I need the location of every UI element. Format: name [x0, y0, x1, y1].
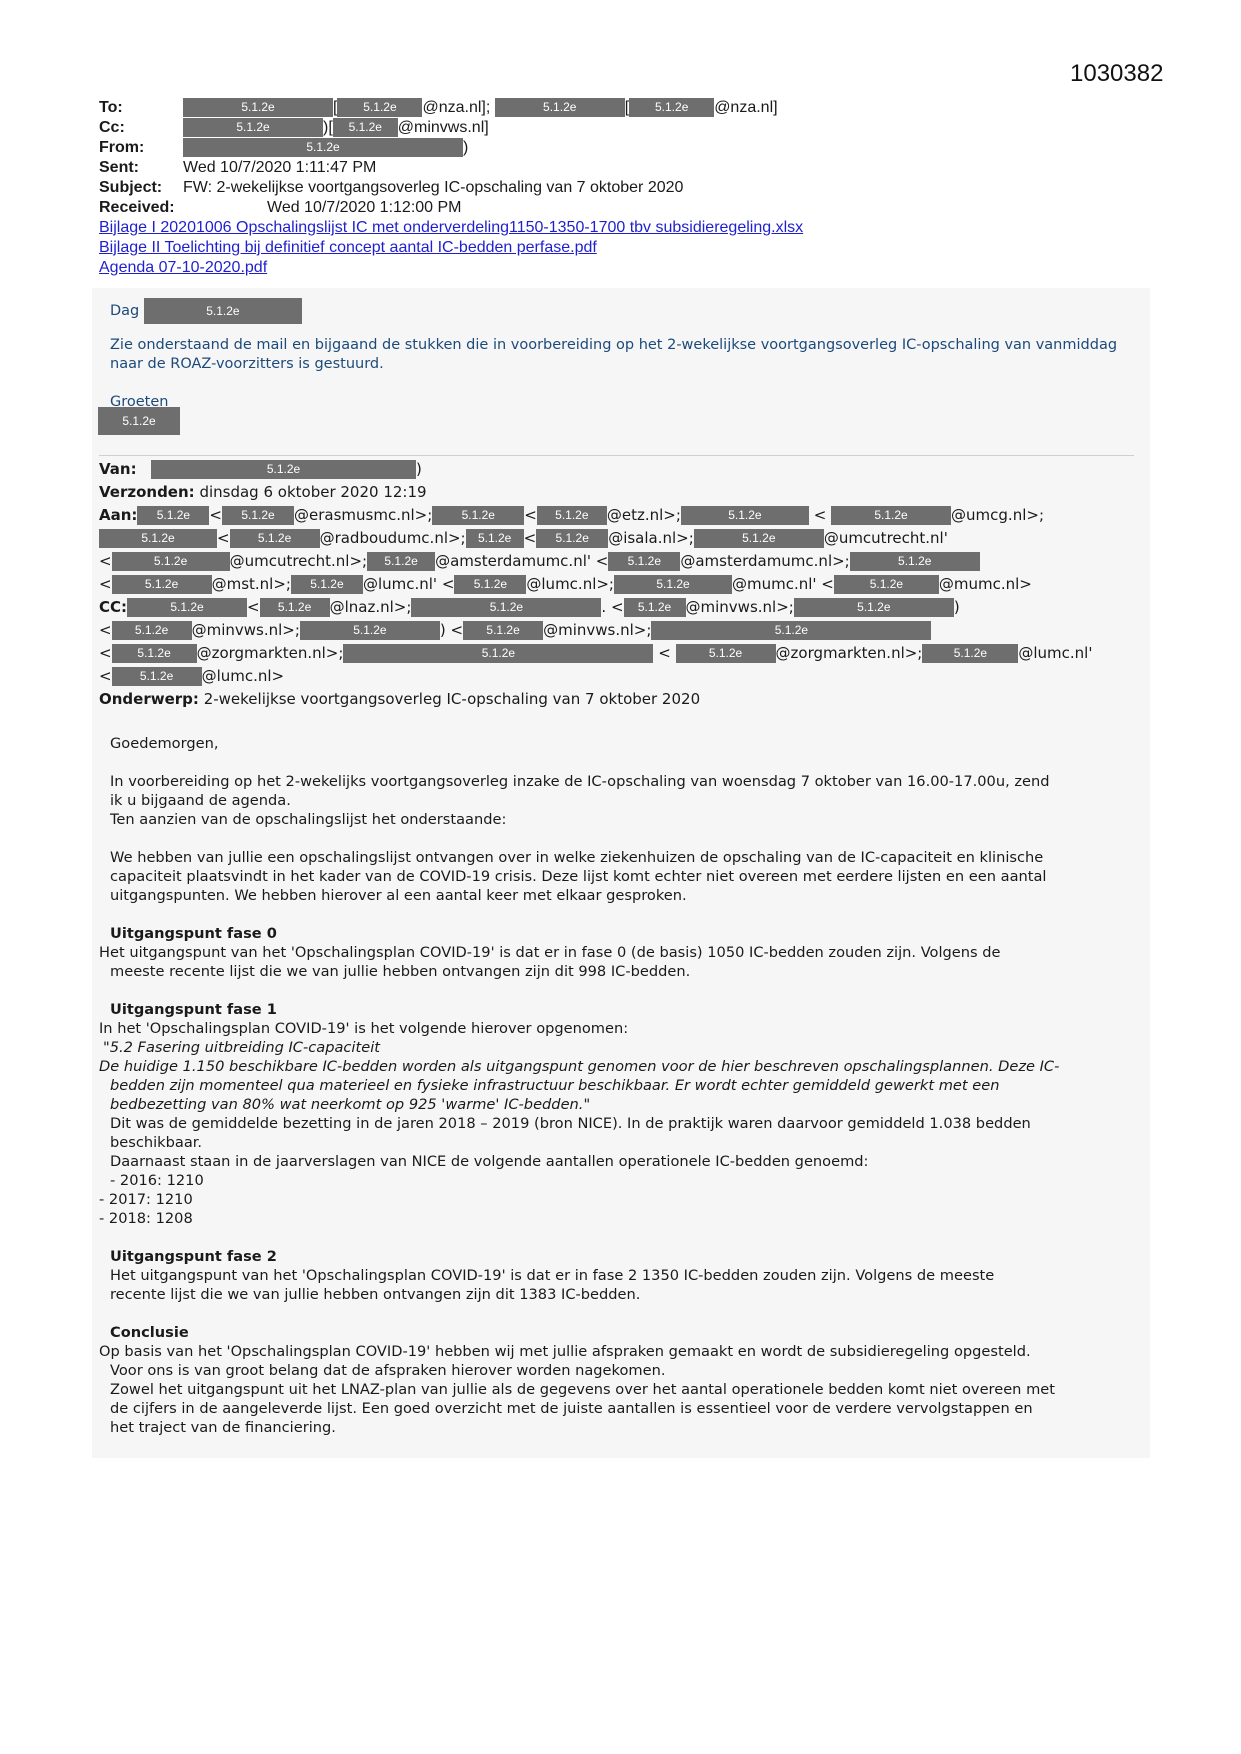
separator — [99, 455, 1134, 456]
subject-label: Subject: — [99, 179, 163, 196]
redaction: 5.1.2e — [333, 118, 398, 137]
redaction: 5.1.2e — [183, 98, 333, 117]
addr-text: @mumc.nl> — [938, 575, 1032, 593]
redaction: 5.1.2e — [463, 621, 543, 640]
list-item: - 2017: 1210 — [99, 1191, 193, 1208]
received-label: Received: — [99, 199, 175, 216]
verzonden-row — [99, 481, 1144, 504]
body-line: Het uitgangspunt van het 'Opschalingsplan COVID-19' is dat er in fase 0 (de basis) 1050 IC-bedden zouden zijn. Volgens de — [99, 944, 1001, 961]
message-body — [99, 734, 1139, 1437]
redaction: 5.1.2e — [834, 575, 939, 594]
forward-note — [110, 298, 1130, 435]
redaction: 5.1.2e — [922, 644, 1018, 663]
redaction: 5.1.2e — [112, 621, 192, 640]
redaction: 5.1.2e — [629, 98, 714, 117]
redaction: 5.1.2e — [794, 598, 954, 617]
redaction: 5.1.2e — [411, 598, 601, 617]
from-row — [99, 138, 1149, 158]
redaction: 5.1.2e — [98, 407, 180, 435]
addr-text: @lnaz.nl>; — [329, 598, 412, 616]
section-heading: Uitgangspunt fase 1 — [110, 1001, 277, 1018]
received-row — [99, 198, 1149, 218]
addr-text: @amsterdamumc.nl' < — [435, 552, 609, 570]
body-line: uitgangspunten. We hebben hierover al een aantal keer met elkaar gesproken. — [110, 887, 687, 904]
addr-text: @isala.nl>; — [608, 529, 694, 547]
cc-row-1 — [99, 596, 1144, 619]
from-label: From: — [99, 139, 145, 156]
addr-text: ) < — [439, 621, 464, 639]
redaction: 5.1.2e — [651, 621, 931, 640]
addr-text: @lumc.nl> — [201, 667, 285, 685]
cc-row — [99, 118, 1149, 138]
subject-row — [99, 178, 1149, 198]
addr-text: @umcutrecht.nl' — [823, 529, 948, 547]
cc-row-3 — [99, 642, 1144, 665]
addr-text: < — [524, 506, 537, 524]
onderwerp-value: 2-wekelijkse voortgangsoverleg IC-opschaling van 7 oktober 2020 — [203, 690, 701, 708]
attachment-link-2[interactable]: Bijlage II Toelichting bij definitief concept aantal IC-bedden perfase.pdf — [99, 239, 597, 256]
addr-text: @minvws.nl>; — [685, 598, 794, 616]
aan-row-3 — [99, 550, 1144, 573]
addr-text: @lumc.nl' — [1018, 644, 1093, 662]
addr-text: @lumc.nl>; — [526, 575, 614, 593]
addr-text: ) — [953, 598, 960, 616]
addr-text: < — [247, 598, 260, 616]
redaction: 5.1.2e — [614, 575, 732, 594]
verzonden-value: dinsdag 6 oktober 2020 12:19 — [199, 483, 427, 501]
body-line: het traject van de financiering. — [110, 1419, 336, 1436]
redaction: 5.1.2e — [850, 552, 980, 571]
redaction: 5.1.2e — [536, 529, 608, 548]
redaction: 5.1.2e — [222, 506, 294, 525]
redaction: 5.1.2e — [112, 552, 230, 571]
quote-line: "5.2 Fasering uitbreiding IC-capaciteit — [103, 1039, 380, 1056]
addr-text: @umcutrecht.nl>; — [229, 552, 368, 570]
body-line: Dit was de gemiddelde bezetting in de jaren 2018 – 2019 (bron NICE). In de praktijk waren daarvoor gemiddeld 1.038 bedden — [110, 1115, 1031, 1132]
redaction: 5.1.2e — [337, 98, 422, 117]
redaction: 5.1.2e — [99, 529, 217, 548]
addr-text: @mst.nl>; — [211, 575, 291, 593]
quote-line: bedbezetting van 80% wat neerkomt op 925 'warme' IC-bedden." — [110, 1096, 591, 1113]
aan-label: Aan: — [99, 506, 138, 524]
addr-text: < — [523, 529, 537, 547]
addr-text: @mumc.nl' < — [732, 575, 834, 593]
redaction: 5.1.2e — [608, 552, 680, 571]
addr-text: < — [99, 621, 112, 639]
addr-text: @amsterdamumc.nl>; — [680, 552, 850, 570]
section-heading: Conclusie — [110, 1324, 189, 1341]
addr-text: < — [99, 575, 112, 593]
to-text: [ — [624, 99, 630, 116]
redaction: 5.1.2e — [183, 118, 323, 137]
attachment-link-1[interactable]: Bijlage I 20201006 Opschalingslijst IC met onderverdeling1150-1350-1700 tbv subsidieregeling.xlsx — [99, 219, 804, 236]
addr-text: @zorgmarkten.nl>; — [196, 644, 344, 662]
redaction: 5.1.2e — [300, 621, 440, 640]
cc-text: @minvws.nl] — [397, 119, 489, 136]
aan-row-4 — [99, 573, 1144, 596]
cc-label: Cc: — [99, 119, 125, 136]
quote-line: bedden zijn momenteel qua materieel en fysieke infrastructuur beschikbaar. Er wordt echter gemiddeld gewerkt met een — [110, 1077, 1000, 1094]
body-line: In voorbereiding op het 2-wekelijks voortgangsoverleg inzake de IC-opschaling van woensdag 7 oktober van 16.00-17.00u, zend — [110, 773, 1050, 790]
addr-text: @etz.nl>; — [606, 506, 681, 524]
to-text: @nza.nl]; — [422, 99, 491, 116]
body-line: capaciteit plaatsvindt in het kader van de COVID-19 crisis. Deze lijst komt echter niet overeen met eerdere lijsten en een aantal — [110, 868, 1047, 885]
sent-row — [99, 158, 1149, 178]
redaction: 5.1.2e — [343, 644, 653, 663]
greeting-row — [110, 298, 1130, 324]
body-line: meeste recente lijst die we van jullie hebben ontvangen zijn dit 998 IC-bedden. — [110, 963, 691, 980]
to-row — [99, 98, 1149, 118]
received-value: Wed 10/7/2020 1:12:00 PM — [267, 199, 462, 216]
email-header — [99, 98, 1149, 278]
redaction: 5.1.2e — [183, 138, 463, 157]
redaction: 5.1.2e — [151, 460, 416, 479]
body-line: We hebben van jullie een opschalingslijst ontvangen over in welke ziekenhuizen de opschaling van de IC-capaciteit en klinische — [110, 849, 1044, 866]
van-text: ) — [416, 460, 422, 478]
subject-value: FW: 2-wekelijkse voortgangsoverleg IC-opschaling van 7 oktober 2020 — [183, 179, 684, 196]
list-item: - 2018: 1208 — [99, 1210, 193, 1227]
cc-text: )[ — [323, 119, 333, 136]
addr-text: < — [99, 552, 112, 570]
sent-value: Wed 10/7/2020 1:11:47 PM — [183, 159, 377, 176]
addr-text: < — [217, 529, 230, 547]
closing: Groeten — [110, 394, 169, 407]
to-text: @nza.nl] — [714, 99, 778, 116]
addr-text: . < — [601, 598, 624, 616]
redaction: 5.1.2e — [112, 667, 202, 686]
redaction: 5.1.2e — [367, 552, 435, 571]
document-id: 1030382 — [1070, 60, 1164, 87]
van-label: Van: — [99, 460, 137, 478]
redaction: 5.1.2e — [466, 529, 524, 548]
forward-text: Zie onderstaand de mail en bijgaand de stukken die in voorbereiding op het 2-wekelijkse voortgangsoverleg IC-opschaling van vanmiddag naar de ROAZ-voorzitters is gestuurd. — [110, 337, 1118, 372]
body-line: de cijfers in de aangeleverde lijst. Een goed overzicht met de juiste aantallen is essentieel voor de verdere vervolgstappen en — [110, 1400, 1033, 1417]
aan-row-1 — [99, 504, 1144, 527]
redaction: 5.1.2e — [831, 506, 951, 525]
redaction: 5.1.2e — [112, 575, 212, 594]
addr-text: @erasmusmc.nl>; — [294, 506, 433, 524]
redaction: 5.1.2e — [495, 98, 625, 117]
redaction: 5.1.2e — [454, 575, 526, 594]
to-label: To: — [99, 99, 123, 116]
section-heading: Uitgangspunt fase 0 — [110, 925, 277, 942]
addr-text: < — [658, 644, 671, 662]
redaction: 5.1.2e — [694, 529, 824, 548]
redaction: 5.1.2e — [676, 644, 776, 663]
verzonden-label: Verzonden: — [99, 483, 195, 501]
redaction: 5.1.2e — [291, 575, 363, 594]
from-text: ) — [463, 139, 469, 156]
cc-row-4 — [99, 665, 1144, 688]
body-line: Voor ons is van groot belang dat de afspraken hierover worden nagekomen. — [110, 1362, 666, 1379]
redaction: 5.1.2e — [230, 529, 320, 548]
body-line: Ten aanzien van de opschalingslijst het onderstaande: — [110, 811, 507, 828]
to-text: [ — [333, 99, 338, 116]
list-item: - 2016: 1210 — [110, 1172, 204, 1189]
aan-row-2 — [99, 527, 1144, 550]
quote-line: De huidige 1.150 beschikbare IC-bedden worden als uitgangspunt genomen voor de hier beschreven opschalingsplannen. Deze IC- — [99, 1058, 1060, 1075]
redaction: 5.1.2e — [624, 598, 686, 617]
body-greeting: Goedemorgen, — [110, 735, 219, 752]
redaction: 5.1.2e — [432, 506, 524, 525]
redaction: 5.1.2e — [144, 298, 302, 324]
original-header — [99, 458, 1144, 711]
addr-text: < — [209, 506, 222, 524]
section-heading: Uitgangspunt fase 2 — [110, 1248, 277, 1265]
addr-text: < — [99, 644, 112, 662]
redaction: 5.1.2e — [681, 506, 809, 525]
addr-text: @radboudumc.nl>; — [319, 529, 466, 547]
redaction: 5.1.2e — [260, 598, 330, 617]
body-line: Daarnaast staan in de jaarverslagen van NICE de volgende aantallen operationele IC-bedden genoemd: — [110, 1153, 869, 1170]
addr-text: @minvws.nl>; — [191, 621, 300, 639]
body-line: In het 'Opschalingsplan COVID-19' is het volgende hierover opgenomen: — [99, 1020, 629, 1037]
body-line: ik u bijgaand de agenda. — [110, 792, 291, 809]
body-line: beschikbaar. — [110, 1134, 203, 1151]
addr-text: @lumc.nl' < — [362, 575, 455, 593]
addr-text: @umcg.nl>; — [951, 506, 1044, 524]
addr-text: @minvws.nl>; — [543, 621, 652, 639]
body-line: Zowel het uitgangspunt uit het LNAZ-plan van jullie als de gegevens over het aantal operationele bedden komt niet overeen met — [110, 1381, 1055, 1398]
redaction: 5.1.2e — [127, 598, 247, 617]
cc-label: CC: — [99, 598, 128, 616]
body-line: recente lijst die we van jullie hebben ontvangen zijn dit 1383 IC-bedden. — [110, 1286, 641, 1303]
addr-text: < — [813, 506, 827, 524]
redaction: 5.1.2e — [537, 506, 607, 525]
cc-row-2 — [99, 619, 1144, 642]
addr-text: < — [99, 667, 112, 685]
addr-text: @zorgmarkten.nl>; — [775, 644, 923, 662]
greeting: Dag — [110, 303, 140, 319]
redaction: 5.1.2e — [137, 506, 209, 525]
onderwerp-row — [99, 688, 1144, 711]
attachment-link-3[interactable]: Agenda 07-10-2020.pdf — [99, 259, 268, 276]
onderwerp-label: Onderwerp: — [99, 690, 199, 708]
body-line: Het uitgangspunt van het 'Opschalingsplan COVID-19' is dat er in fase 2 1350 IC-bedden zouden zijn. Volgens de meeste — [110, 1267, 995, 1284]
van-row — [99, 458, 1144, 481]
body-line: Op basis van het 'Opschalingsplan COVID-19' hebben wij met jullie afspraken gemaakt en wordt de subsidieregeling opgesteld. — [99, 1343, 1031, 1360]
redaction: 5.1.2e — [112, 644, 197, 663]
sent-label: Sent: — [99, 159, 139, 176]
